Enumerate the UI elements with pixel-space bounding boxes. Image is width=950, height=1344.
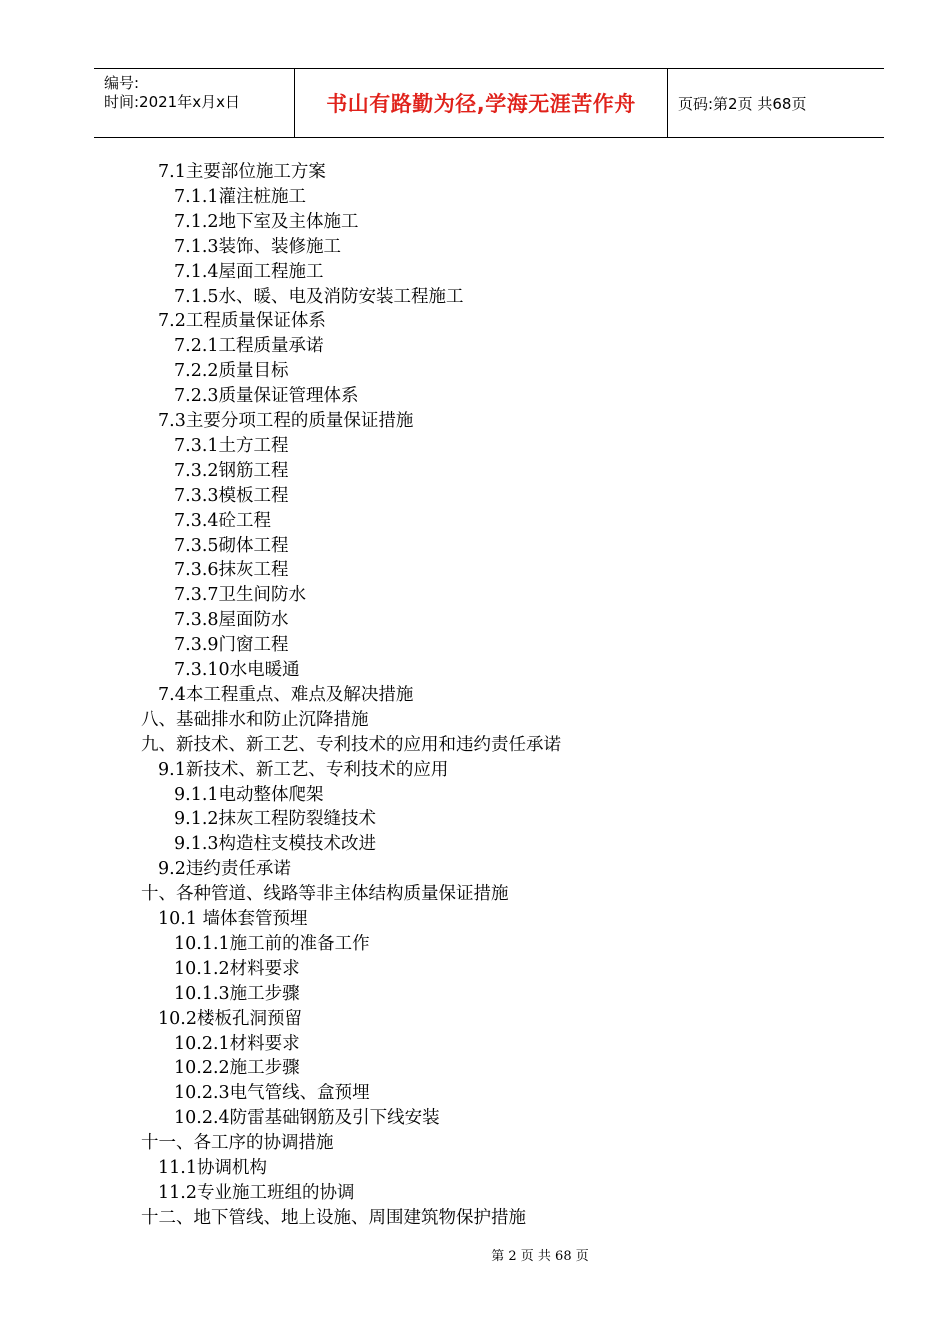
toc-entry-level-3: 7.1.4屋面工程施工	[174, 261, 324, 282]
toc-entry-level-3: 7.1.2地下室及主体施工	[174, 211, 359, 232]
toc-entry-level-2: 9.1新技术、新工艺、专利技术的应用	[158, 759, 449, 780]
toc-entry-level-3: 7.3.4砼工程	[174, 510, 272, 531]
toc-entry-level-3: 7.3.7卫生间防水	[174, 585, 307, 606]
toc-entry-level-3: 10.1.3施工步骤	[174, 983, 300, 1004]
header-motto: 书山有路勤为径,学海无涯苦作舟	[326, 92, 636, 116]
toc-entry-level-3: 10.2.2施工步骤	[174, 1058, 300, 1079]
toc-entry-level-3: 7.2.3质量保证管理体系	[174, 386, 359, 407]
toc-entry-level-3: 10.1.2材料要求	[174, 958, 300, 979]
toc-entry-level-3: 10.2.4防雷基础钢筋及引下线安装	[174, 1108, 440, 1129]
toc-entry-level-2: 7.4本工程重点、难点及解决措施	[158, 684, 414, 705]
toc-entry-level-3: 7.3.8屋面防水	[174, 610, 289, 631]
toc-entry-level-1: 八、基础排水和防止沉降措施	[141, 709, 369, 730]
toc-entry-level-3: 7.1.3装饰、装修施工	[174, 236, 342, 257]
toc-entry-level-3: 10.2.3电气管线、盒预埋	[174, 1083, 370, 1104]
toc-entry-level-1: 十一、各工序的协调措施	[141, 1133, 334, 1154]
document-time-label: 时间:2021年x月x日	[104, 93, 240, 111]
toc-entry-level-3: 7.3.6抹灰工程	[174, 560, 289, 581]
toc-entry-level-3: 7.1.5水、暖、电及消防安装工程施工	[174, 286, 464, 307]
toc-entry-level-3: 10.2.1材料要求	[174, 1033, 300, 1054]
toc-entry-level-3: 7.1.1灌注桩施工	[174, 186, 307, 207]
toc-entry-level-3: 7.3.1土方工程	[174, 435, 289, 456]
page-footer	[0, 1245, 950, 1264]
toc-entry-level-1: 九、新技术、新工艺、专利技术的应用和违约责任承诺	[141, 734, 561, 755]
toc-entry-level-3: 9.1.2抹灰工程防裂缝技术	[174, 809, 377, 830]
toc-entry-level-1: 十、各种管道、线路等非主体结构质量保证措施	[141, 884, 509, 905]
toc-entry-level-2: 9.2违约责任承诺	[158, 859, 291, 880]
toc-entry-level-3: 7.3.10水电暖通	[174, 660, 300, 680]
toc-entry-level-2: 7.3主要分项工程的质量保证措施	[158, 411, 414, 431]
header-motto-cell	[295, 69, 668, 137]
toc-entry-level-2: 7.2工程质量保证体系	[158, 311, 326, 332]
toc-entry-level-3: 7.2.1工程质量承诺	[174, 336, 324, 357]
toc-entry-level-3: 7.3.3模板工程	[174, 485, 289, 506]
toc-entry-level-3: 9.1.1电动整体爬架	[174, 784, 324, 805]
page-header	[94, 68, 884, 138]
header-page-number: 页码:第2页 共68页	[678, 94, 807, 113]
toc-entry-level-2: 10.2楼板孔洞预留	[158, 1008, 302, 1029]
document-number-label: 编号:	[104, 74, 140, 92]
toc-entry-level-3: 7.3.9门窗工程	[174, 635, 289, 656]
toc-entry-level-2: 11.2专业施工班组的协调	[158, 1182, 355, 1203]
toc-entry-level-2: 11.1协调机构	[158, 1158, 267, 1178]
toc-entry-level-3: 9.1.3构造柱支模技术改进	[174, 834, 377, 855]
toc-entry-level-3: 7.2.2质量目标	[174, 361, 289, 382]
toc-entry-level-1: 十二、地下管线、地上设施、周围建筑物保护措施	[141, 1207, 526, 1228]
header-meta-cell	[94, 69, 295, 137]
toc-entry-level-3: 7.3.2钢筋工程	[174, 460, 289, 481]
toc-entry-level-2: 7.1主要部位施工方案	[158, 162, 326, 182]
toc-entry-level-2: 10.1 墙体套管预埋	[158, 909, 308, 929]
toc-entry-level-3: 10.1.1施工前的准备工作	[174, 933, 370, 954]
toc-entry-level-3: 7.3.5砌体工程	[174, 535, 289, 556]
footer-page-number: 第 2 页 共 68 页	[491, 1249, 589, 1264]
